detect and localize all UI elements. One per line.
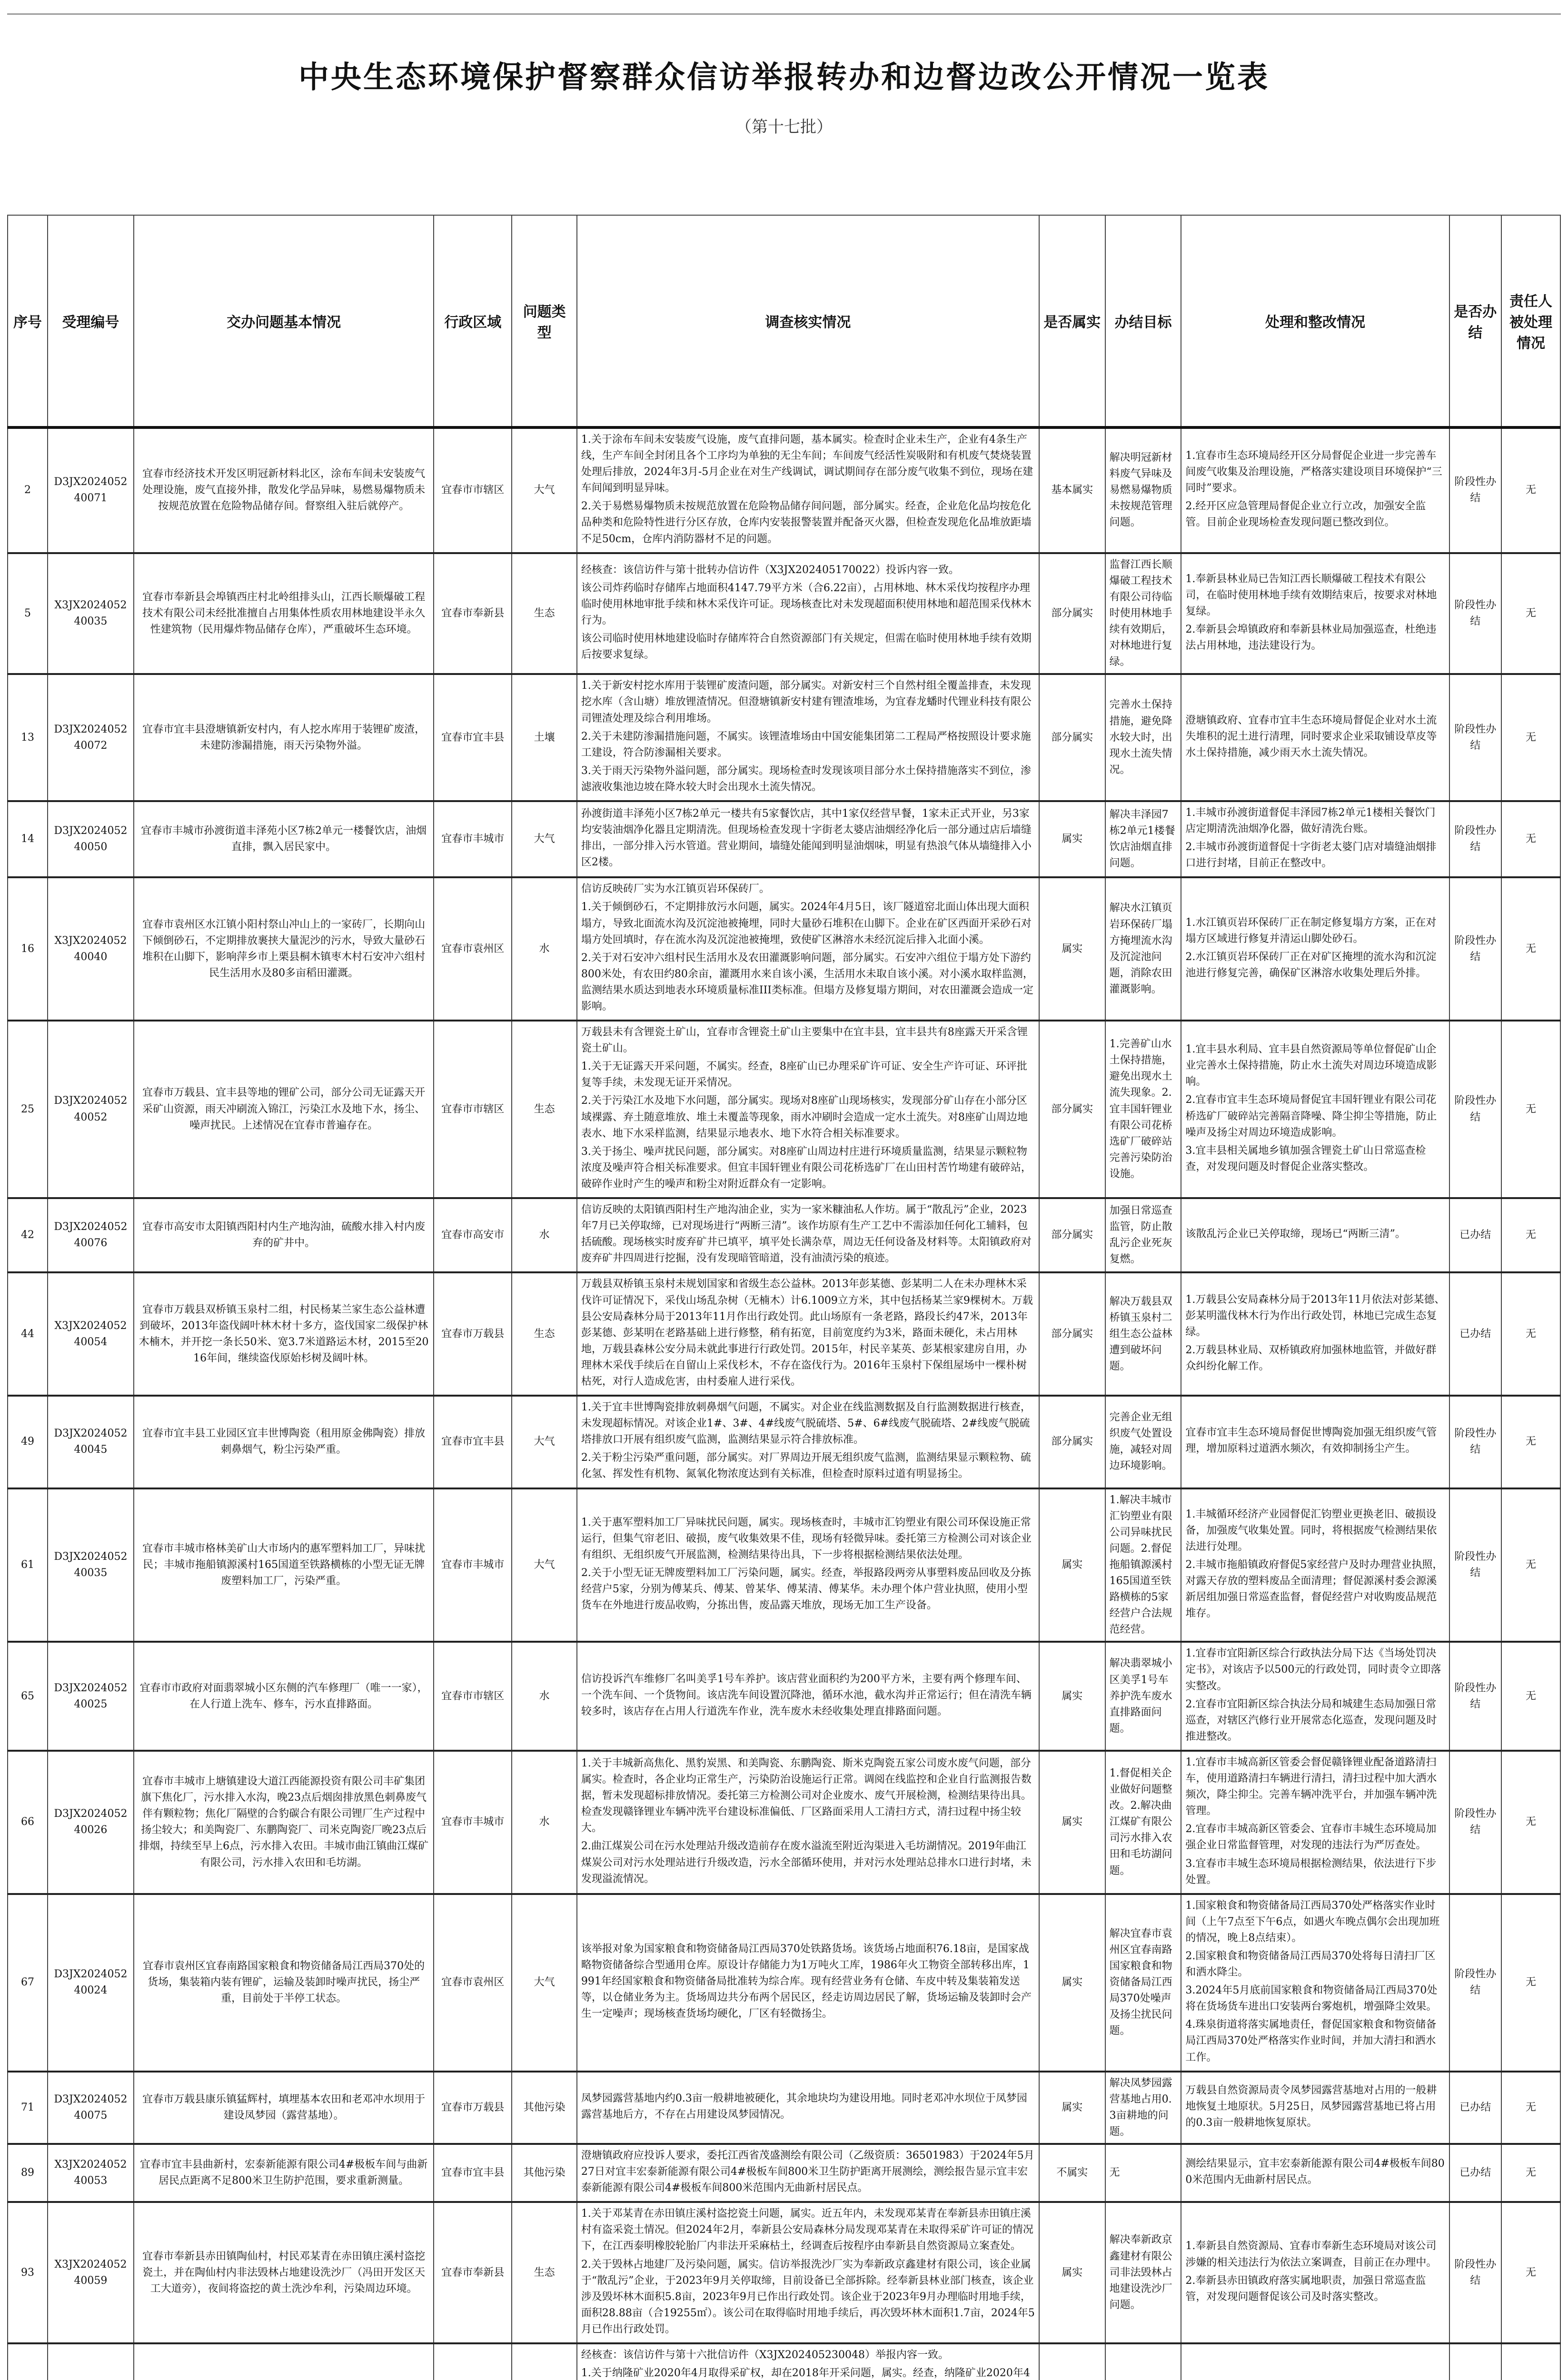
cell-investigation: [577, 2144, 1039, 2202]
col-header-status: 是否办结: [1449, 215, 1501, 427]
cell-handling: [1181, 1198, 1449, 1272]
cell-handling-paragraph: 2.经开区应急管理局督促企业立行立改，加强安全监管。目前企业现场检查发现问题已整改到位。: [1185, 500, 1426, 529]
cell-id: D3JX2024052 40045: [48, 1396, 134, 1488]
cell-id: D3JX2024052 40071: [48, 427, 134, 553]
cell-accountability: 无: [1501, 1488, 1560, 1642]
cell-investigation-paragraph: 1.关于无证露天开采问题，不属实。经查，8座矿山已办理采矿许可证、安全生产许可证、环评批复等手续，未发现无证开采情况。: [581, 1061, 1027, 1089]
cell-status: 已办结: [1449, 1198, 1501, 1272]
cell-description: 宜春市丰城市孙渡街道丰泽苑小区7栋2单元一楼餐饮店，油烟直排，飘入居民家中。: [134, 801, 434, 877]
cell-handling-paragraph: 1.水江镇页岩环保砖厂正在制定修复塌方方案，正在对塌方区域进行修复并清运山脚处砂石。: [1185, 916, 1437, 945]
cell-handling-paragraph: 澄塘镇政府、宜春市宜丰生态环境局督促企业对水土流失堆积的泥土进行清理，同时要求企业采取铺设草皮等水土保持措施，减少雨天水土流失情况。: [1185, 714, 1437, 759]
table-row: [8, 2072, 1560, 2144]
cell-id: D3JX2024052 40026: [48, 1751, 134, 1894]
cell-target: 解决水江镇页岩环保砖厂塌方掩埋流水沟及沉淀池问题，消除农田灌溉影响。: [1105, 877, 1181, 1021]
cell-region: 宜春市丰城市: [434, 1488, 512, 1642]
cell-handling: [1181, 877, 1449, 1021]
cell-investigation-paragraph: 2.关于毁林占地建厂及污染问题，属实。信访举报洗沙厂实为奉新政京鑫建材有限公司，该企业属于“散乱污”企业，于2023年9月关停取缔，目前设备已全部拆除。经奉新县林业部门核查，该企业涉及毁坏林木面积5.8亩，2023年9月已作出行政处罚。该企业于2023年9月办理临时用地手续，面积28.88亩（合19255㎡）。该公司在取得临时用地手续后，再次毁坏林木面积1.7亩，2024年5月已作出行政处罚。: [581, 2258, 1035, 2335]
cell-handling: [1181, 1021, 1449, 1198]
cell-handling-paragraph: 2.水江镇页岩环保砖厂正在对矿区掩埋的流水沟和沉淀池进行修复完善，确保矿区淋溶水收集处理后外排。: [1185, 951, 1437, 979]
cell-handling: [1181, 674, 1449, 801]
cell-description: 宜春市万载县双桥镇玉泉村二组，村民杨某兰家生态公益林遭到破坏，2013年盗伐阔叶林木材十多方，盗伐国家二级保护林木楠木，并开挖一条长50米、宽3.7米道路运木材，2015至2016年间，继续盗伐原始杉树及阔叶林。: [134, 1272, 434, 1396]
table-row: [8, 1396, 1560, 1488]
cell-description: 宜春市袁州区宜春南路国家粮食和物资储备局江西局370处的货场，集装箱内装有锂矿，运输及装卸时噪声扰民，扬尘严重，目前处于半停工状态。: [134, 1894, 434, 2072]
cell-region: 宜春市高安市: [434, 1198, 512, 1272]
cell-status: 阶段性办结: [1449, 1751, 1501, 1894]
table-body: [8, 427, 1560, 2380]
cell-description: 宜春市丰城市上塘镇建设大道江西能源投资有限公司丰矿集团旗下焦化厂，污水排入水沟，晚23点后烟囱排放黑色刺鼻废气伴有颗粒物；焦化厂隔壁的合豹碳合有限公司锂厂生产过程中扬尘较大；和美陶瓷厂、东鹏陶瓷厂、司米克陶瓷厂晚23点后排烟，持续至早上6点，污水排入农田。丰城市曲江镇曲江煤矿有限公司，污水排入农田和毛坊湖。: [134, 1751, 434, 1894]
cell-handling: [1181, 2343, 1449, 2380]
cell-handling-paragraph: 1.宜春市生态环境局经开区分局督促企业进一步完善车间废气收集及治理设施，严格落实建设项目环境保护“三同时”要求。: [1185, 450, 1442, 495]
cell-region: 宜春市市辖区: [434, 1642, 512, 1751]
table-row: [8, 674, 1560, 801]
cell-investigation-paragraph: 3.关于扬尘、噪声扰民问题，部分属实。对8座矿山周边村庄进行环境质量监测，结果显示颗粒物浓度及噪声符合相关标准要求。但宜丰国轩锂业有限公司花桥选矿厂在山田村苦竹坳建有破碎站，破碎作业时产生的噪声和粉尘对附近群众有一定影响。: [581, 1145, 1032, 1190]
cell-target: 1.督促相关企业做好问题整改。2.解决曲江煤矿有限公司污水排入农田和毛坊湖问题。: [1105, 1751, 1181, 1894]
cell-type: 大气: [512, 801, 577, 877]
cell-handling: [1181, 2072, 1449, 2144]
cell-investigation-paragraph: 1.关于涂布车间未安装废气设施，废气直排问题，基本属实。检查时企业未生产，企业有4条生产线，生产车间全封闭且各个工序均为单独的无尘车间；车间废气经活性炭吸附和有机废气焚烧装置处理后排放，2024年3月-5月企业在对生产线调试，调试期间存在部分废气收集不到位，现场在建车间闻到明显异味。: [581, 434, 1033, 495]
cell-handling: [1181, 1272, 1449, 1396]
cell-handling-paragraph: 2.奉新县会埠镇政府和奉新县林业局加强巡查，杜绝违法占用林地，违法建设行为。: [1185, 624, 1437, 652]
cell-description: 宜春市奉新县赤田镇陶仙村，村民邓某青在赤田镇庄溪村盗挖瓷土，并在陶仙村内非法毁林占地建设洗沙厂（冯田开发区天工大道旁），夜间将盗挖的黄土洗沙牟利，污染周边环境。: [134, 2202, 434, 2343]
cell-accountability: 无: [1501, 1751, 1560, 1894]
cell-handling: [1181, 553, 1449, 674]
cell-region: 宜春市宜丰县: [434, 1396, 512, 1488]
cell-investigation-paragraph: 2.关于粉尘污染严重问题，部分属实。对厂界周边开展无组织废气监测，监测结果显示颗粒物、硫化氢、挥发性有机物、氮氧化物浓度达到有关标准，但检查时原料过道有明显扬尘。: [581, 1452, 1031, 1480]
table-row: [8, 1894, 1560, 2072]
cell-type: 大气: [512, 1488, 577, 1642]
cell-handling-paragraph: 1.奉新县林业局已告知江西长顺爆破工程技术有限公司，在临时使用林地手续有效期结束后，按要求对林地复绿。: [1185, 573, 1437, 617]
cell-description: 宜春市高安市太阳镇西阳村内生产地沟油，硫酸水排入村内废弃的矿井中。: [134, 1198, 434, 1272]
cell-target: 完善企业无组织废气处置设施，减轻对周边环境影响。: [1105, 1396, 1181, 1488]
cell-id: D3JX2024052 40025: [48, 1642, 134, 1751]
cell-investigation: [577, 2202, 1039, 2343]
cell-no: 14: [8, 801, 48, 877]
cell-accountability: 无: [1501, 877, 1560, 1021]
cell-target: 解决万载县双桥镇玉泉村二组生态公益林遭到破坏问题。: [1105, 1272, 1181, 1396]
cell-investigation-paragraph: 经核查：该信访件与第十六批信访件（X3JX202405230048）举报内容一致。: [581, 2349, 949, 2361]
cell-handling-paragraph: 2.丰城市拖船镇政府督促5家经营户及时办理营业执照，对露天存放的塑料废品全面清理；督促源溪村委会源溪新居组加强日常巡查监督，督促经营户对收购废品规范堆存。: [1185, 1558, 1443, 1620]
cell-id: D3JX2024052 40035: [48, 1488, 134, 1642]
cell-no: 61: [8, 1488, 48, 1642]
cell-verified: 属实: [1039, 1894, 1105, 2072]
cell-investigation-paragraph: 1.关于丰城新高焦化、黑豹炭黑、和美陶瓷、东鹏陶瓷、斯米克陶瓷五家公司废水废气问题，部分属实。检查时，各企业均正常生产，污染防治设施运行正常。调阅在线监控和企业自行监测报告数据，暂未发现超标排放情况。委托第三方检测公司对企业废水、废气开展检测，检测结果待出具。检查发现赣锋锂业车辆冲洗平台建设标准偏低、厂区路面采用人工清扫方式，清扫过程中扬尘较大。: [581, 1757, 1032, 1835]
cell-type: 大气: [512, 427, 577, 553]
cell-investigation-paragraph: 该举报对象为国家粮食和物资储备局江西局370处铁路货场。该货场占地面积76.18亩，是国家战略物资储备综合型通用仓库。原设计存储能力为1万吨火工库，1986年火工物资全部转移出库，1991年经国家粮食和物资储备局批准转为综合库。现有经营业务有仓储、车皮中转及集装箱发送等，以仓储业务为主。货场周边共分布两个居民区，经走访周边居民了解，货场运输及装卸时会产生一定噪声；现场核查货场均硬化，厂区有轻微扬尘。: [581, 1943, 1032, 2020]
col-header-verified: 是否属实: [1039, 215, 1105, 427]
petition-table: [7, 215, 1561, 2380]
cell-accountability: 无: [1501, 1198, 1560, 1272]
cell-handling-paragraph: 1.奉新县自然资源局、宜春市奉新生态环境局对该公司涉嫌的相关违法行为依法立案调查，目前正在办理中。: [1185, 2240, 1437, 2269]
cell-investigation-paragraph: 1.关于纳隆矿业2020年4月取得采矿权，却在2018年开采问题，属实。经查，纳隆矿业2020年4: [581, 2367, 1030, 2380]
cell-investigation: [577, 1272, 1039, 1396]
page-subtitle: （第十七批）: [735, 118, 833, 137]
cell-status: [1449, 2343, 1501, 2380]
col-header-description: 交办问题基本情况: [134, 215, 434, 427]
cell-status: 阶段性办结: [1449, 674, 1501, 801]
table-row: [8, 877, 1560, 1021]
cell-description: 宜春市宜丰县工业园区宜丰世博陶瓷（租用原金佛陶瓷）排放刺鼻烟气，粉尘污染严重。: [134, 1396, 434, 1488]
cell-investigation: [577, 801, 1039, 877]
cell-type: 土壤: [512, 674, 577, 801]
col-header-region: 行政区域: [434, 215, 512, 427]
cell-accountability: 无: [1501, 1272, 1560, 1396]
cell-description: 宜春市丰城市格林美矿山大市场内的惠军塑料加工厂，异味扰民；丰城市拖船镇源溪村165国道至铁路横栋的小型无证无牌废塑料加工厂，污染严重。: [134, 1488, 434, 1642]
cell-id: D3JX2024052 40050: [48, 801, 134, 877]
cell-id: X3JX2024052 40053: [48, 2144, 134, 2202]
cell-verified: 属实: [1039, 1488, 1105, 1642]
cell-investigation: [577, 2072, 1039, 2144]
cell-investigation-paragraph: 信访投诉汽车维修厂名叫美孚1号车养护。该店营业面积约为200平方米，主要有两个修理车间、一个洗车间、一个货物间。该店洗车间设置沉降池，循环水池，截水沟并正常运行；但在清洗车辆较多时，该店存在占用人行道洗车作业，洗车废水未经收集处理直排路面问题。: [581, 1673, 1032, 1717]
cell-verified: 不属实: [1039, 2144, 1105, 2202]
cell-no: 49: [8, 1396, 48, 1488]
cell-no: 16: [8, 877, 48, 1021]
table-row: [8, 2343, 1560, 2380]
cell-target: 监督江西长顺爆破工程技术有限公司待临时使用林地手续有效期后，对林地进行复绿。: [1105, 553, 1181, 674]
cell-investigation: [577, 1642, 1039, 1751]
cell-target: 解决凤梦园露营基地占用0.3亩耕地的问题。: [1105, 2072, 1181, 2144]
cell-region: 宜春市奉新县: [434, 553, 512, 674]
cell-handling-paragraph: 1.丰城市孙渡街道督促丰泽园7栋2单元1楼相关餐饮门店定期清洗油烟净化器，做好清洗台账。: [1185, 806, 1436, 835]
cell-handling-paragraph: 2.宜春市宜丰生态环境局督促宜丰国轩锂业有限公司花桥选矿厂破碎站完善隔音降噪、降尘抑尘等措施，防止噪声及扬尘对周边环境造成影响。: [1185, 1094, 1437, 1139]
cell-status: 阶段性办结: [1449, 427, 1501, 553]
document-page: [7, 0, 1561, 2380]
cell-accountability: 无: [1501, 1894, 1560, 2072]
cell-no: 93: [8, 2202, 48, 2343]
cell-investigation-paragraph: 信访反映砖厂实为水江镇页岩环保砖厂。: [581, 883, 770, 895]
cell-investigation-paragraph: 2.曲江煤炭公司在污水处理站升级改造前存在废水溢流至附近沟渠进入毛坊湖情况。2019年曲江煤炭公司对污水处理站进行升级改造，污水全部循环使用，并对污水处理站总排水口进行封堵，未发现溢流情况。: [581, 1840, 1032, 1885]
cell-investigation: [577, 1198, 1039, 1272]
cell-status: 阶段性办结: [1449, 553, 1501, 674]
cell-region: 宜春市万载县: [434, 1272, 512, 1396]
table-row: [8, 2144, 1560, 2202]
cell-target: 解决丰泽园7栋2单元1楼餐饮店油烟直排问题。: [1105, 801, 1181, 877]
cell-accountability: 无: [1501, 427, 1560, 553]
cell-handling-paragraph: 测绘结果显示，宜丰宏泰新能源有限公司4#极板车间800米范围内无曲新村居民点。: [1185, 2158, 1445, 2186]
cell-investigation-paragraph: 1.关于倾倒砂石，不定期排放污水问题，属实。2024年4月5日，该厂隧道窑北面山体出现大面积塌方，导致北面流水沟及沉淀池被掩埋，同时大量砂石堆积在山脚下。企业在矿区西面开采砂石对塌方处回填时，存在流水沟及沉淀池被掩埋，致使矿区淋溶水未经沉淀后排入北面小溪。: [581, 901, 1032, 946]
cell-status: 阶段性办结: [1449, 1642, 1501, 1751]
cell-investigation: [577, 1751, 1039, 1894]
cell-handling-paragraph: 1.万载县公安局森林分局于2013年11月依法对彭某德、彭某明滥伐林木行为作出行政处罚，林地已完成生态复绿。: [1185, 1293, 1445, 1338]
cell-accountability: 无: [1501, 2144, 1560, 2202]
cell-status: 阶段性办结: [1449, 1396, 1501, 1488]
cell-handling-paragraph: 2.万载县林业局、双桥镇政府加强林地监管，并做好群众纠纷化解工作。: [1185, 1344, 1437, 1372]
col-header-handling: 处理和整改情况: [1181, 215, 1449, 427]
table-row: [8, 2202, 1560, 2343]
cell-verified: 属实: [1039, 801, 1105, 877]
cell-accountability: [1501, 2343, 1560, 2380]
cell-type: 大气: [512, 1894, 577, 2072]
cell-no: 44: [8, 1272, 48, 1396]
col-header-accountability: 责任人被处理情况: [1501, 215, 1560, 427]
cell-handling: [1181, 427, 1449, 553]
page-title: 中央生态环境保护督察群众信访举报转办和边督边改公开情况一览表: [298, 60, 1270, 95]
cell-type: 生态: [512, 2202, 577, 2343]
cell-investigation-paragraph: 凤梦园露营基地内约0.3亩一般耕地被硬化，其余地块均为建设用地。同时老邓冲水坝位于凤梦园露营基地后方，不存在占用建设凤梦园情况。: [581, 2092, 1027, 2121]
table-row: [8, 801, 1560, 877]
cell-status: 阶段性办结: [1449, 1894, 1501, 2072]
cell-status: 阶段性办结: [1449, 1488, 1501, 1642]
cell-region: 宜春市奉新县: [434, 2202, 512, 2343]
cell-target: 解决宜春市袁州区宜春南路国家粮食和物资储备局江西局370处噪声及扬尘扰民问题。: [1105, 1894, 1181, 2072]
cell-handling-paragraph: 2.宜春市宜阳新区综合执法分局和城建生态局加强日常巡查，对辖区汽修行业开展常态化巡查，发现问题及时推进整改。: [1185, 1698, 1437, 1743]
cell-region: 宜春市丰城市: [434, 1751, 512, 1894]
cell-description: 宜春市宜丰县澄塘镇新安村内，有人挖水库用于装锂矿废渣，未建防渗漏措施，雨天污染物外溢。: [134, 674, 434, 801]
cell-no: [8, 2343, 48, 2380]
cell-verified: 属实: [1039, 877, 1105, 1021]
cell-type: 水: [512, 1642, 577, 1751]
col-header-no: 序号: [8, 215, 48, 427]
cell-investigation-paragraph: 1.关于邓某青在赤田镇庄溪村盗挖瓷土问题，属实。近五年内，未发现邓某青在奉新县赤田镇庄溪村有盗采瓷土情况。但2024年2月，奉新县公安局森林分局发现邓某青在未取得采矿许可证的情况下，在江西泰明橡胶轮胎厂内非法开采麻枯土，经调查后按程序由奉新县自然资源局立案查处。: [581, 2208, 1033, 2252]
cell-handling-paragraph: 3.2024年5月底前国家粮食和物资储备局江西局370处将在货场货车进出口安装两台雾炮机，增强降尘效果。: [1185, 1984, 1438, 2013]
cell-id: D3JX2024052 40052: [48, 1021, 134, 1198]
cell-handling-paragraph: 3.宜春市丰城生态环境局根据检测结果，依法进行下步处置。: [1185, 1857, 1437, 1886]
cell-no: 42: [8, 1198, 48, 1272]
cell-investigation: [577, 877, 1039, 1021]
cell-handling: [1181, 1642, 1449, 1751]
cell-type: [512, 2343, 577, 2380]
cell-investigation-paragraph: 3.关于雨天污染物外溢问题，部分属实。现场检查时发现该项目部分水土保持措施落实不到位，渗滤液收集池边坡在降水较大时会出现水土流失情况。: [581, 764, 1031, 793]
cell-handling-paragraph: 2.国家粮食和物资储备局江西局370处将每日清扫厂区和洒水降尘。: [1185, 1950, 1436, 1979]
cell-verified: 部分属实: [1039, 1198, 1105, 1272]
cell-description: 宜春市奉新县会埠镇西庄村北岭组排头山，江西长顺爆破工程技术有限公司未经批准擅自占用集体性质农用林地建设半永久性建筑物（民用爆炸物品储存仓库），严重破坏生态环境。: [134, 553, 434, 674]
cell-type: 其他污染: [512, 2144, 577, 2202]
cell-accountability: 无: [1501, 674, 1560, 801]
cell-accountability: 无: [1501, 801, 1560, 877]
cell-target: [1105, 2343, 1181, 2380]
cell-id: X3JX2024052 40059: [48, 2202, 134, 2343]
cell-status: 已办结: [1449, 2144, 1501, 2202]
cell-type: 其他污染: [512, 2072, 577, 2144]
cell-handling-paragraph: 1.宜春市宜阳新区综合行政执法分局下达《当场处罚决定书》，对该店予以500元的行政处罚，同时责令立即落实整改。: [1185, 1647, 1441, 1692]
cell-verified: 基本属实: [1039, 427, 1105, 553]
cell-type: 生态: [512, 1021, 577, 1198]
cell-investigation-paragraph: 2.关于小型无证无牌废塑料加工厂污染问题，属实。经查，举报路段两旁从事塑料废品回收及分拣经营户5家，分别为傅某兵、傅某、曾某华、傅某清、傅某华。未办理个体户营业执照，使用小型货车在外地进行废品收购，分拣出售，废品露天堆放，现场无加工生产设备。: [581, 1567, 1031, 1612]
cell-investigation: [577, 427, 1039, 553]
cell-investigation-paragraph: 万载县未有含锂瓷土矿山，宜春市含锂瓷土矿山主要集中在宜丰县，宜丰县共有8座露天开采含锂瓷土矿山。: [581, 1026, 1028, 1055]
cell-handling-paragraph: 万载县自然资源局责令凤梦园露营基地对占用的一般耕地恢复土地原状。5月25日，凤梦园露营基地已将占用的0.3亩一般耕地恢复原状。: [1185, 2084, 1437, 2129]
cell-investigation-paragraph: 澄塘镇政府应投诉人要求，委托江西省茂盛测绘有限公司（乙级资质：36501983）于2024年5月27日对宜丰宏泰新能源有限公司4#极板车间800米卫生防护距离开展测绘，测绘报告显示宜丰宏泰新能源有限公司4#极板车间800米范围内无曲新村居民点。: [581, 2150, 1034, 2194]
cell-no: 65: [8, 1642, 48, 1751]
cell-handling: [1181, 1894, 1449, 2072]
cell-handling-paragraph: 1.国家粮食和物资储备局江西局370处严格落实作业时间（上午7点至下午6点，如遇火车晚点偶尔会出现加班的情况，晚上8点结束）。: [1185, 1899, 1440, 1944]
col-header-investigation: 调查核实情况: [577, 215, 1039, 427]
cell-description: 宜春市袁州区水江镇小阳村祭山冲山上的一家砖厂，长期向山下倾倒砂石，不定期排放裹挟大量泥沙的污水，导致大量砂石堆积在山脚下，影响萍乡市上栗县桐木镇枣木村石安冲六组村民生活用水及80多亩稻田灌溉。: [134, 877, 434, 1021]
cell-accountability: 无: [1501, 2072, 1560, 2144]
cell-type: 水: [512, 877, 577, 1021]
cell-verified: [1039, 2343, 1105, 2380]
cell-handling-paragraph: 该散乱污企业已关停取缔，现场已“两断三清”。: [1185, 1228, 1406, 1240]
cell-investigation-paragraph: 2.关于对石安冲六组村民生活用水及农田灌溉影响问题，部分属实。石安冲六组位于塌方处下游约800米处，有农田约80余亩，灌溉用水来自该小溪，生活用水未取自该小溪。对小溪水取样监测，监测结果水质达到地表水环境质量标准III类标准。但塌方及修复塌方期间，对农田灌溉会造成一定影响。: [581, 952, 1033, 1012]
cell-investigation-paragraph: 1.关于惠军塑料加工厂异味扰民问题，属实。现场核查时，丰城市汇钧塑业有限公司环保设施正常运行，但集气帘老旧、破损，废气收集效果不佳，现场有轻微异味。委托第三方检测公司对该企业有组织、无组织废气开展监测，检测结果待出具，下一步将根据检测结果依法处理。: [581, 1516, 1032, 1561]
cell-region: 宜春市万载县: [434, 2072, 512, 2144]
cell-verified: 部分属实: [1039, 553, 1105, 674]
cell-type: 生态: [512, 553, 577, 674]
cell-investigation: [577, 1021, 1039, 1198]
cell-description: [134, 2343, 434, 2380]
cell-investigation-paragraph: 该公司炸药临时存储库占地面积4147.79平方米（合6.22亩），占用林地、林木采伐均按程序办理临时使用林地审批手续和林木采伐许可证。现场核查比对未发现超面积使用林地和超范围采伐林木行为。: [581, 582, 1032, 626]
cell-id: X3JX2024052 40054: [48, 1272, 134, 1396]
cell-target: 1.完善矿山水土保持措施，避免出现水土流失现象。2.宜丰国轩锂业有限公司花桥选矿厂破碎站完善污染防治设施。: [1105, 1021, 1181, 1198]
cell-description: 宜春市市政府对面翡翠城小区东侧的汽车修理厂（唯一一家），在人行道上洗车、修车，污水直排路面。: [134, 1642, 434, 1751]
cell-status: 已办结: [1449, 2072, 1501, 2144]
cell-no: 71: [8, 2072, 48, 2144]
cell-investigation-paragraph: 该公司临时使用林地建设临时存储库符合自然资源部门有关规定，但需在临时使用林地手续有效期后按要求复绿。: [581, 633, 1032, 661]
cell-region: 宜春市袁州区: [434, 877, 512, 1021]
cell-investigation-paragraph: 2.关于未建防渗漏措施问题，不属实。该锂渣堆场由中国安能集团第二工程局严格按照设计要求施工建设，符合防渗漏相关要求。: [581, 730, 1031, 759]
col-header-target: 办结目标: [1105, 215, 1181, 427]
cell-region: 宜春市宜丰县: [434, 2144, 512, 2202]
cell-type: 大气: [512, 1396, 577, 1488]
cell-accountability: 无: [1501, 1021, 1560, 1198]
cell-investigation: [577, 2343, 1039, 2380]
cell-investigation-paragraph: 1.关于新安村挖水库用于装锂矿废渣问题，部分属实。对新安村三个自然村组全覆盖排查，未发现挖水库（含山塘）堆放锂渣情况。但澄塘镇新安村建有锂渣堆场，为宜春龙蟠时代锂业科技有限公司锂渣处理及综合利用堆场。: [581, 680, 1032, 724]
cell-verified: 部分属实: [1039, 1396, 1105, 1488]
cell-no: 2: [8, 427, 48, 553]
cell-status: 阶段性办结: [1449, 1021, 1501, 1198]
cell-type: 生态: [512, 1272, 577, 1396]
cell-handling-paragraph: 2.宜春市丰城高新区管委会、宜春市丰城生态环境局加强企业日常监督管理，对发现的违法行为严厉查处。: [1185, 1823, 1437, 1852]
cell-no: 89: [8, 2144, 48, 2202]
cell-handling: [1181, 1751, 1449, 1894]
cell-handling-paragraph: 1.丰城循环经济产业园督促汇钧塑业更换老旧、破损设备，加强废气收集处置。同时，将根据废气检测结果依法进行处理。: [1185, 1508, 1437, 1553]
cell-region: [434, 2343, 512, 2380]
cell-handling-paragraph: 2.奉新县赤田镇政府落实属地职责，加强日常巡查监管，对发现问题督促该公司及时落实整改。: [1185, 2274, 1426, 2303]
cell-id: [48, 2343, 134, 2380]
title-block: [7, 13, 1561, 215]
cell-verified: 部分属实: [1039, 1021, 1105, 1198]
cell-verified: 属实: [1039, 2202, 1105, 2343]
cell-no: 25: [8, 1021, 48, 1198]
cell-description: 宜春市万载县、宜丰县等地的锂矿公司，部分公司无证露天开采矿山资源，雨天冲刷流入锦江，污染江水及地下水，扬尘、噪声扰民。上述情况在宜春市普遍存在。: [134, 1021, 434, 1198]
cell-no: 67: [8, 1894, 48, 2072]
cell-handling: [1181, 801, 1449, 877]
cell-description: 宜春市经济技术开发区明冠新材料北区，涂布车间未安装废气处理设施，废气直接外排，散发化学品异味，易燃易爆物质未按规范放置在危险物品储存间。督察组入驻后就停产。: [134, 427, 434, 553]
cell-investigation: [577, 674, 1039, 801]
cell-id: D3JX2024052 40024: [48, 1894, 134, 2072]
cell-accountability: 无: [1501, 553, 1560, 674]
cell-handling: [1181, 2202, 1449, 2343]
cell-region: 宜春市袁州区: [434, 1894, 512, 2072]
cell-no: 13: [8, 674, 48, 801]
cell-id: D3JX2024052 40072: [48, 674, 134, 801]
cell-target: 解决奉新政京鑫建材有限公司非法毁林占地建设洗沙厂问题。: [1105, 2202, 1181, 2343]
cell-target: 1.解决丰城市汇钧塑业有限公司异味扰民问题。2.督促拖船镇源溪村165国道至铁路横栋的5家经营户合法规范经营。: [1105, 1488, 1181, 1642]
cell-type: 水: [512, 1198, 577, 1272]
cell-investigation: [577, 1894, 1039, 2072]
cell-id: X3JX2024052 40035: [48, 553, 134, 674]
cell-handling-paragraph: 4.珠泉街道将落实属地责任，督促国家粮食和物资储备局江西局370处严格落实作业时间，并加大清扫和洒水工作。: [1185, 2019, 1437, 2063]
cell-id: D3JX2024052 40076: [48, 1198, 134, 1272]
table-row: [8, 427, 1560, 553]
cell-investigation-paragraph: 2.关于易燃易爆物质未按规范放置在危险物品储存间问题，部分属实。经查，企业危化品均按危化品种类和危险特性进行分区存放，仓库内安装报警装置并配备灭火器，但检查发现危化品堆放距墙不足50cm，仓库内消防器材不足的问题。: [581, 500, 1032, 545]
table-row: [8, 1751, 1560, 1894]
cell-accountability: 无: [1501, 2202, 1560, 2343]
table-row: [8, 1021, 1560, 1198]
cell-description: 宜春市宜丰县曲新村，宏泰新能源有限公司4#极板车间与曲新居民点距离不足800米卫生防护范围，要求重新测量。: [134, 2144, 434, 2202]
table-row: [8, 1198, 1560, 1272]
cell-verified: 部分属实: [1039, 1272, 1105, 1396]
table-header-row: [8, 215, 1560, 427]
cell-target: 完善水土保持措施，避免降水较大时，出现水土流失情况。: [1105, 674, 1181, 801]
cell-description: 宜春市万载县康乐镇猛辉村，填埋基本农田和老邓冲水坝用于建设凤梦园（露营基地）。: [134, 2072, 434, 2144]
cell-investigation-paragraph: 经核查：该信访件与第十批转办信访件（X3JX202405170022）投诉内容一致。: [581, 564, 959, 576]
cell-region: 宜春市市辖区: [434, 427, 512, 553]
cell-no: 5: [8, 553, 48, 674]
cell-status: 已办结: [1449, 1272, 1501, 1396]
cell-handling-paragraph: 1.宜丰县水利局、宜丰县自然资源局等单位督促矿山企业完善水土保持措施，防止水土流失对周边环境造成影响。: [1185, 1043, 1437, 1088]
table-row: [8, 1272, 1560, 1396]
cell-no: 66: [8, 1751, 48, 1894]
cell-id: D3JX2024052 40075: [48, 2072, 134, 2144]
cell-investigation: [577, 553, 1039, 674]
cell-status: 阶段性办结: [1449, 2202, 1501, 2343]
col-header-type: 问题类型: [512, 215, 577, 427]
cell-region: 宜春市宜丰县: [434, 674, 512, 801]
cell-investigation-paragraph: 孙渡街道丰泽苑小区7栋2单元一楼共有5家餐饮店，其中1家仅经营早餐，1家未正式开业，另3家均安装油烟净化器且定期清洗。但现场检查发现十字街老太婆店油烟经净化后一部分通过店后墙缝排出，一部分排入污水管道。营业期间，墙缝处能闻到明显油烟味，明显有热浪气体从墙缝排入小区2楼。: [581, 807, 1032, 869]
cell-handling-paragraph: 3.宜丰县相关属地乡镇加强含锂瓷土矿山日常巡查检查，对发现问题及时督促企业落实整改。: [1185, 1144, 1426, 1173]
cell-id: X3JX2024052 40040: [48, 877, 134, 1021]
cell-handling-paragraph: 宜春市宜丰生态环境局督促世博陶瓷加强无组织废气管理，增加原料过道洒水频次，有效抑制扬尘产生。: [1185, 1427, 1437, 1455]
cell-status: 阶段性办结: [1449, 877, 1501, 1021]
cell-target: 解决明冠新材料废气异味及易燃易爆物质未按规范管理问题。: [1105, 427, 1181, 553]
cell-investigation-paragraph: 1.关于宜丰世博陶瓷排放刺鼻烟气问题，不属实。对企业在线监测数据及自行监测数据进行核查，未发现超标情况。对该企业1#、3#、4#线废气脱硫塔、5#、6#线废气脱硫塔、2#线废气脱硫塔排放口开展有组织废气监测，监测结果显示符合排放标准。: [581, 1401, 1031, 1446]
cell-handling-paragraph: 1.宜春市丰城高新区管委会督促赣锋锂业配备道路清扫车，使用道路清扫车辆进行清扫，清扫过程中加大洒水频次，降尘抑尘。完善车辆冲洗平台，并加强车辆冲洗管理。: [1185, 1756, 1437, 1817]
cell-target: 加强日常巡查监管，防止散乱污企业死灰复燃。: [1105, 1198, 1181, 1272]
cell-handling: [1181, 1488, 1449, 1642]
cell-handling: [1181, 1396, 1449, 1488]
cell-handling: [1181, 2144, 1449, 2202]
table-row: [8, 1488, 1560, 1642]
cell-accountability: 无: [1501, 1642, 1560, 1751]
table-row: [8, 1642, 1560, 1751]
cell-handling-paragraph: 2.丰城市孙渡街道督促十字街老太婆门店对墙缝油烟排口进行封堵，目前正在整改中。: [1185, 841, 1437, 870]
cell-investigation-paragraph: 2.关于污染江水及地下水问题，部分属实。现场对8座矿山现场核实，发现部分矿山存在小部分区域裸露、弃土随意堆放、堆土未覆盖等现象，雨水冲刷时会造成一定水土流失。对8座矿山周边地表水、地下水采样监测，结果显示地表水、地下水符合相关标准要求。: [581, 1095, 1028, 1140]
cell-verified: 属实: [1039, 2072, 1105, 2144]
cell-type: 水: [512, 1751, 577, 1894]
col-header-id: 受理编号: [48, 215, 134, 427]
cell-verified: 属实: [1039, 1642, 1105, 1751]
cell-status: 阶段性办结: [1449, 801, 1501, 877]
cell-region: 宜春市丰城市: [434, 801, 512, 877]
cell-verified: 部分属实: [1039, 674, 1105, 801]
cell-target: 解决翡翠城小区美孚1号车养护洗车废水直排路面问题。: [1105, 1642, 1181, 1751]
cell-region: 宜春市市辖区: [434, 1021, 512, 1198]
cell-target: 无: [1105, 2144, 1181, 2202]
table-row: [8, 553, 1560, 674]
cell-investigation-paragraph: 信访反映的太阳镇西阳村生产地沟油企业，实为一家米糠油私人作坊。属于“散乱污”企业，2023年7月已关停取缔，已对现场进行“两断三清”。该作坊原有生产工艺中不需添加任何化工辅料，包括硫酸。现场核实时废弃矿井已填平，填平处长满杂草，周边无任何设备及材料等。太阳镇政府对废弃矿井四周进行挖掘，没有发现暗管暗道，没有油渍污染的痕迹。: [581, 1204, 1032, 1265]
cell-investigation: [577, 1488, 1039, 1642]
cell-accountability: 无: [1501, 1396, 1560, 1488]
cell-investigation: [577, 1396, 1039, 1488]
cell-verified: 属实: [1039, 1751, 1105, 1894]
cell-investigation-paragraph: 万载县双桥镇玉泉村未规划国家和省级生态公益林。2013年彭某德、彭某明二人在未办理林木采伐许可证情况下，采伐山场乱杂树（无楠木）计6.1009立方米，其中包括杨某兰家9棵树木。万载县公安局森林分局于2013年11月作出行政处罚。此山场原有一条老路，路段长约47米，2013年彭某德、彭某明在老路基础上进行修整，稍有拓宽，目前宽度约为3米，路面未硬化，未占用林地，万载县森林公安分局未就此事进行行政处罚。2015年，村民辛某英、彭某根家建房自用，办理林木采伐手续后在自留山上采伐杉木，不存在盗伐行为。2016年玉泉村下保组屋场中一棵朴树枯死，对行人造成危害，由村委雇人进行采伐。: [581, 1278, 1033, 1388]
